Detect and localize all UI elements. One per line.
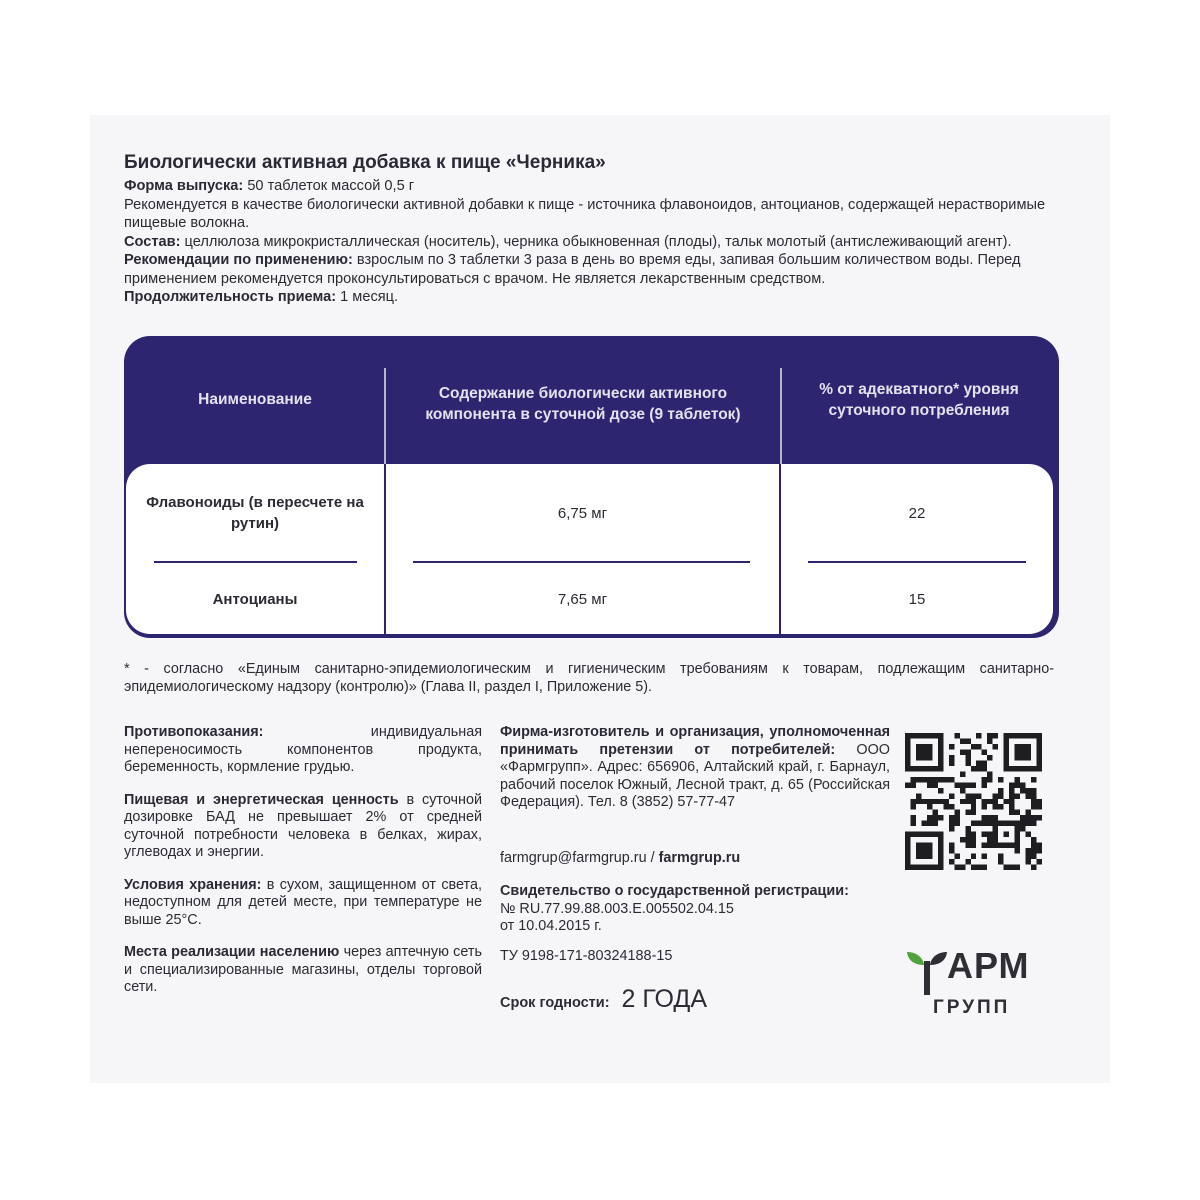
logo-subtitle: ГРУПП <box>933 997 1011 1018</box>
logo-word: АРМ <box>947 945 1030 986</box>
duration-value: 1 месяц. <box>336 289 399 305</box>
manufacturer <box>500 724 890 812</box>
brand-logo <box>905 945 1045 1020</box>
row-separator <box>154 561 357 563</box>
header-name: Наименование <box>198 391 312 409</box>
storage-label: Условия хранения: <box>124 876 262 893</box>
site-link[interactable]: farmgrup.ru <box>658 850 741 866</box>
shelf-life-value: 2 ГОДА <box>621 985 708 1013</box>
registration <box>500 883 849 936</box>
usage-label: Рекомендации по применению: <box>124 252 353 268</box>
row-2-percent: 15 <box>908 590 926 608</box>
row-2-amount: 7,65 мг <box>557 590 608 608</box>
table-header <box>124 336 1059 464</box>
contraindications <box>124 724 482 777</box>
left-column <box>124 724 482 1012</box>
row-separator <box>808 561 1026 563</box>
row-1-name: Флавоноиды (в пересчете на рутин) <box>146 494 364 532</box>
storage-value: в сухом, защищенном от света, недоступном для детей месте, при температуре не выше 25°С. <box>124 876 482 928</box>
usage-line <box>124 251 1054 288</box>
sales-value: через аптечную сеть и специализированные магазины, отделы торговой сети. <box>124 944 482 995</box>
row-1-amount: 6,75 мг <box>557 504 608 522</box>
footnote: * - согласно «Единым санитарно-эпидемиологическим и гигиеническим требованиям к товарам, подлежащим санитарно-эпидемиологическому надзору (контролю)» (Глава II, раздел I, Приложение 5). <box>124 661 1054 695</box>
form-line <box>124 177 1054 196</box>
email-link[interactable]: farmgrup@farmgrup.ru / <box>500 850 655 866</box>
nutrition-label: Пищевая и энергетическая ценность <box>124 791 399 808</box>
storage <box>124 877 482 930</box>
shelf-life-label: Срок годности: <box>500 995 610 1011</box>
leaf-f-logo-icon <box>905 949 949 995</box>
product-title: Биологически активная добавка к пище «Черника» <box>124 152 606 173</box>
form-label: Форма выпуска: <box>124 178 244 194</box>
manufacturer-label: Фирма-изготовитель и организация, уполномоченная принимать претензии от потребителей: <box>500 724 890 758</box>
manufacturer-block <box>500 724 890 827</box>
composition-label: Состав: <box>124 233 181 250</box>
header-divider <box>780 368 782 464</box>
tu-code: ТУ 9198-171-80324188-15 <box>500 948 673 964</box>
nutrition-value: в суточной дозировке БАД не превышает 2% от средней суточной потребности человека в белках, жирах, углеводах и энергии. <box>124 791 483 860</box>
row-2-name: Антоцианы <box>212 590 298 608</box>
recommendation-text: Рекомендуется в качестве биологически активной добавки к пище - источника флавоноидов, антоцианов, содержащей нерастворимые пищевые волокна. <box>124 196 1046 231</box>
sales <box>124 944 482 997</box>
manufacturer-value: ООО «Фармгрупп». Адрес: 656906, Алтайский край, г. Барнаул, рабочий поселок Южный, Лесной тракт, д. 65 (Российская Федерация). Тел. 8 (3852) 57-77-47 <box>500 741 890 810</box>
contraindications-label: Противопоказания: <box>124 724 264 740</box>
composition-value: целлюлоза микрокристаллическая (носитель), черника обыкновенная (плоды), тальк молотый (антислеживающий агент). <box>180 233 1012 250</box>
duration-line <box>124 288 1054 307</box>
registration-number: № RU.77.99.88.003.Е.005502.04.15 <box>500 900 734 917</box>
registration-label: Свидетельство о государственной регистрации: <box>500 883 849 899</box>
form-value: 50 таблеток массой 0,5 г <box>243 178 415 194</box>
row-1-percent: 22 <box>908 504 926 522</box>
header-divider <box>384 368 386 464</box>
usage-value: взрослым по 3 таблетки 3 раза в день во время еды, запивая большим количеством воды. Перед применением рекомендуется проконсультироваться с врачом. Не является лекарственным средством. <box>124 252 1021 287</box>
contacts <box>500 850 740 868</box>
duration-label: Продолжительность приема: <box>124 289 337 305</box>
header-amount: Содержание биологически активного компонента в суточной дозе (9 таблеток) <box>425 384 741 423</box>
row-separator <box>413 561 750 563</box>
qr-code-icon[interactable] <box>905 733 1042 870</box>
header-percent: % от адекватного* уровня суточного потребления <box>819 380 1019 419</box>
nutrition <box>124 792 482 862</box>
nutrient-table <box>124 336 1059 638</box>
product-info <box>124 150 1054 307</box>
shelf-life <box>500 985 707 1014</box>
composition-line <box>124 233 1054 252</box>
contraindications-value: индивидуальная непереносимость компонентов продукта, беременность, кормление грудью. <box>124 724 482 775</box>
table-body <box>126 464 1053 634</box>
sales-label: Места реализации населению <box>124 944 340 960</box>
registration-date: от 10.04.2015 г. <box>500 918 602 934</box>
